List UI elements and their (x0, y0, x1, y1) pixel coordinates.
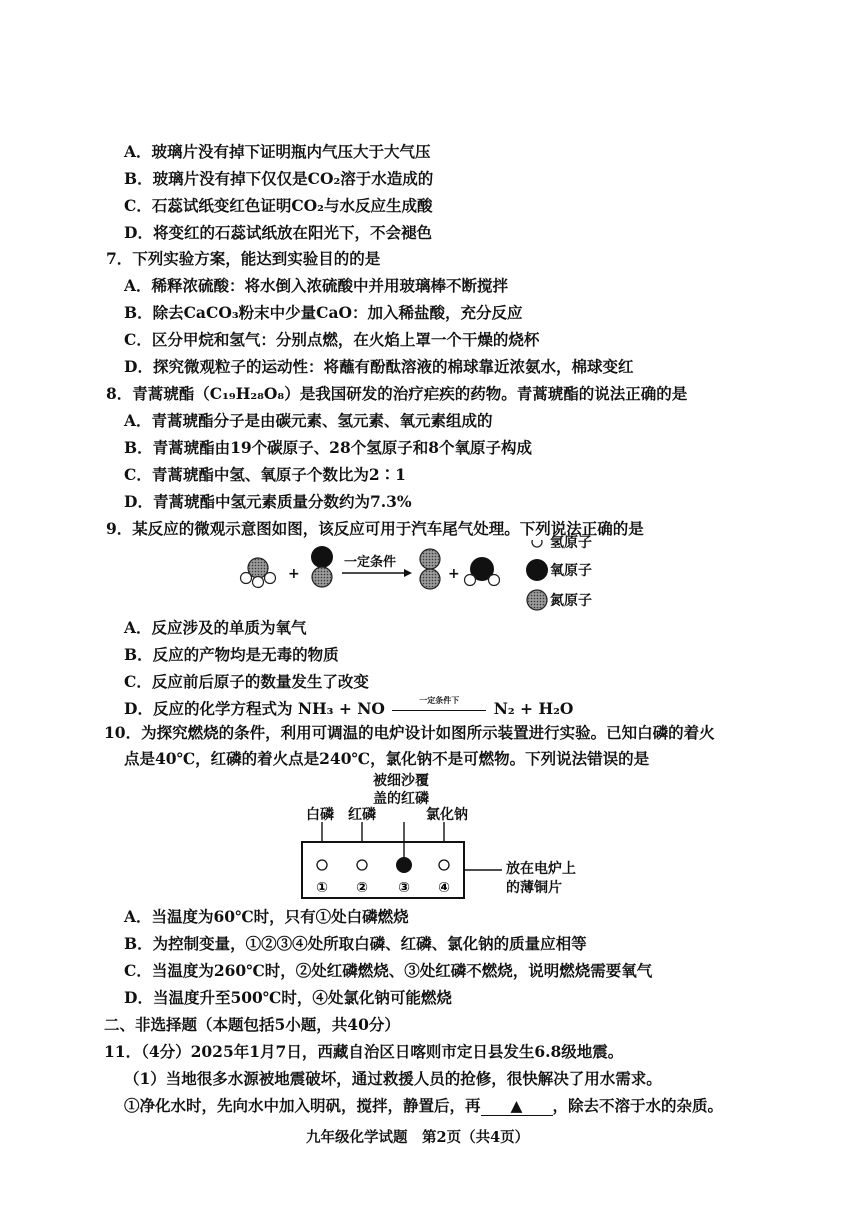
red-phosphorus-label: 红磷 (348, 807, 376, 823)
position-2-label: ② (356, 880, 368, 896)
position-4-label: ④ (438, 880, 450, 896)
q11-stem: 11．（4分）2025年1月7日，西藏自治区日喀则市定日县发生6.8级地震。 (104, 1042, 624, 1061)
plus-sign-1: + (288, 566, 300, 582)
no-molecule-icon (311, 546, 333, 587)
copper-plate-apparatus (296, 820, 506, 902)
sodium-chloride-sample-icon (439, 860, 449, 870)
q7-option-d: D．探究微观粒子的运动性：将蘸有酚酞溶液的棉球靠近浓氨水，棉球变红 (124, 357, 634, 376)
copper-plate-label-line1: 放在电炉上 (506, 861, 576, 877)
q8-option-a: A．青蒿琥酯分子是由碳元素、氢元素、氧元素组成的 (124, 411, 493, 430)
q9-stem: 9．某反应的微观示意图如图，该反应可用于汽车尾气处理。下列说法正确的是 (106, 519, 644, 538)
white-phosphorus-sample-icon (317, 860, 327, 870)
plus-sign-2: + (448, 566, 460, 582)
q9-option-a: A．反应涉及的单质为氧气 (124, 618, 307, 637)
q11-sub1-a-prefix: ①净化水时，先向水中加入明矾，搅拌，静置后，再 (124, 1096, 481, 1115)
q10-option-d: D．当温度升至500℃时，④处氯化钠可能燃烧 (124, 988, 452, 1007)
legend-hydrogen: 氢原子 (550, 535, 592, 551)
covered-red-phosphorus-label-line2: 盖的红磷 (373, 791, 429, 807)
copper-plate-label-line2: 的薄铜片 (506, 880, 562, 896)
oxygen-atom-legend-icon (526, 559, 548, 581)
section-2-heading: 二、非选择题（本题包括5小题，共40分） (104, 1015, 400, 1034)
nh3-molecule-icon (241, 558, 276, 588)
sodium-chloride-label: 氯化钠 (426, 807, 468, 823)
position-3-label: ③ (398, 880, 410, 896)
reaction-condition: 一定条件 (344, 555, 397, 570)
n2-molecule-icon (420, 549, 440, 589)
q8-option-c: C．青蒿琥酯中氢、氧原子个数比为2∶1 (124, 465, 406, 484)
q7-stem: 7．下列实验方案，能达到实验目的的是 (106, 249, 381, 268)
legend-nitrogen: 氮原子 (550, 593, 592, 609)
q10-option-a: A．当温度为60℃时，只有①处白磷燃烧 (124, 907, 409, 926)
nitrogen-atom-legend-icon (527, 590, 547, 610)
q7-option-b: B．除去CaCO₃粉末中少量CaO：加入稀盐酸，充分反应 (124, 303, 523, 322)
q8-stem: 8．青蒿琥酯（C₁₉H₂₈O₈）是我国研发的治疗疟疾的药物。青蒿琥酯的说法正确的是 (106, 384, 688, 403)
legend-oxygen: 氧原子 (550, 563, 592, 579)
q6-option-a: A．玻璃片没有掉下证明瓶内气压大于大气压 (124, 142, 431, 161)
q10-stem-line2: 点是40℃，红磷的着火点是240℃，氯化钠不是可燃物。下列说法错误的是 (124, 749, 650, 768)
hydrogen-atom-legend-icon (532, 540, 542, 547)
h2o-molecule-icon (465, 557, 500, 586)
q7-option-a: A．稀释浓硫酸：将水倒入浓硫酸中并用玻璃棒不断搅拌 (124, 276, 509, 295)
answer-blank[interactable]: ▲ (481, 1097, 553, 1116)
arrow-head-icon (404, 569, 412, 577)
q10-option-b: B．为控制变量，①②③④处所取白磷、红磷、氯化钠的质量应相等 (124, 934, 587, 953)
q9-option-d-prefix: D．反应的化学方程式为 NH₃ + NO (124, 699, 385, 718)
red-phosphorus-sample-icon (357, 860, 367, 870)
q9-option-c: C．反应前后原子的数量发生了改变 (124, 672, 369, 691)
q8-option-d: D．青蒿琥酯中氢元素质量分数约为7.3% (124, 492, 412, 511)
q9-option-d-suffix: N₂ + H₂O (493, 699, 574, 718)
q6-option-b: B．玻璃片没有掉下仅仅是CO₂溶于水造成的 (124, 169, 434, 188)
covered-red-phosphorus-label-line1: 被细沙覆 (373, 773, 429, 789)
white-phosphorus-label: 白磷 (306, 807, 334, 823)
q11-sub1: （1）当地很多水源被地震破坏，通过救援人员的抢修，很快解决了用水需求。 (124, 1069, 662, 1088)
q9-option-d (124, 695, 574, 720)
q11-sub1-a-suffix: ，除去不溶于水的杂质。 (552, 1096, 724, 1115)
q9-option-b: B．反应的产物均是无毒的物质 (124, 645, 339, 664)
q8-option-b: B．青蒿琥酯由19个碳原子、28个氢原子和8个氧原子构成 (124, 438, 533, 457)
q6-option-d: D．将变红的石蕊试纸放在阳光下，不会褪色 (124, 223, 432, 242)
equation-arrow (392, 695, 486, 717)
sand-covered-red-phosphorus-icon (396, 857, 412, 873)
position-1-label: ① (316, 880, 328, 896)
q10-option-c: C．当温度为260℃时，②处红磷燃烧、③处红磷不燃烧，说明燃烧需要氧气 (124, 961, 653, 980)
q11-sub1-a (124, 1095, 723, 1117)
q10-stem-line1: 10．为探究燃烧的条件，利用可调温的电炉设计如图所示装置进行实验。已知白磷的着火 (104, 723, 715, 742)
q7-option-c: C．区分甲烷和氢气：分别点燃，在火焰上罩一个干燥的烧杯 (124, 330, 540, 349)
q6-option-c: C．石蕊试纸变红色证明CO₂与水反应生成酸 (124, 196, 433, 215)
equation-condition: 一定条件下 (419, 695, 460, 705)
page-footer: 九年级化学试题 第2页（共4页） (306, 1129, 530, 1146)
